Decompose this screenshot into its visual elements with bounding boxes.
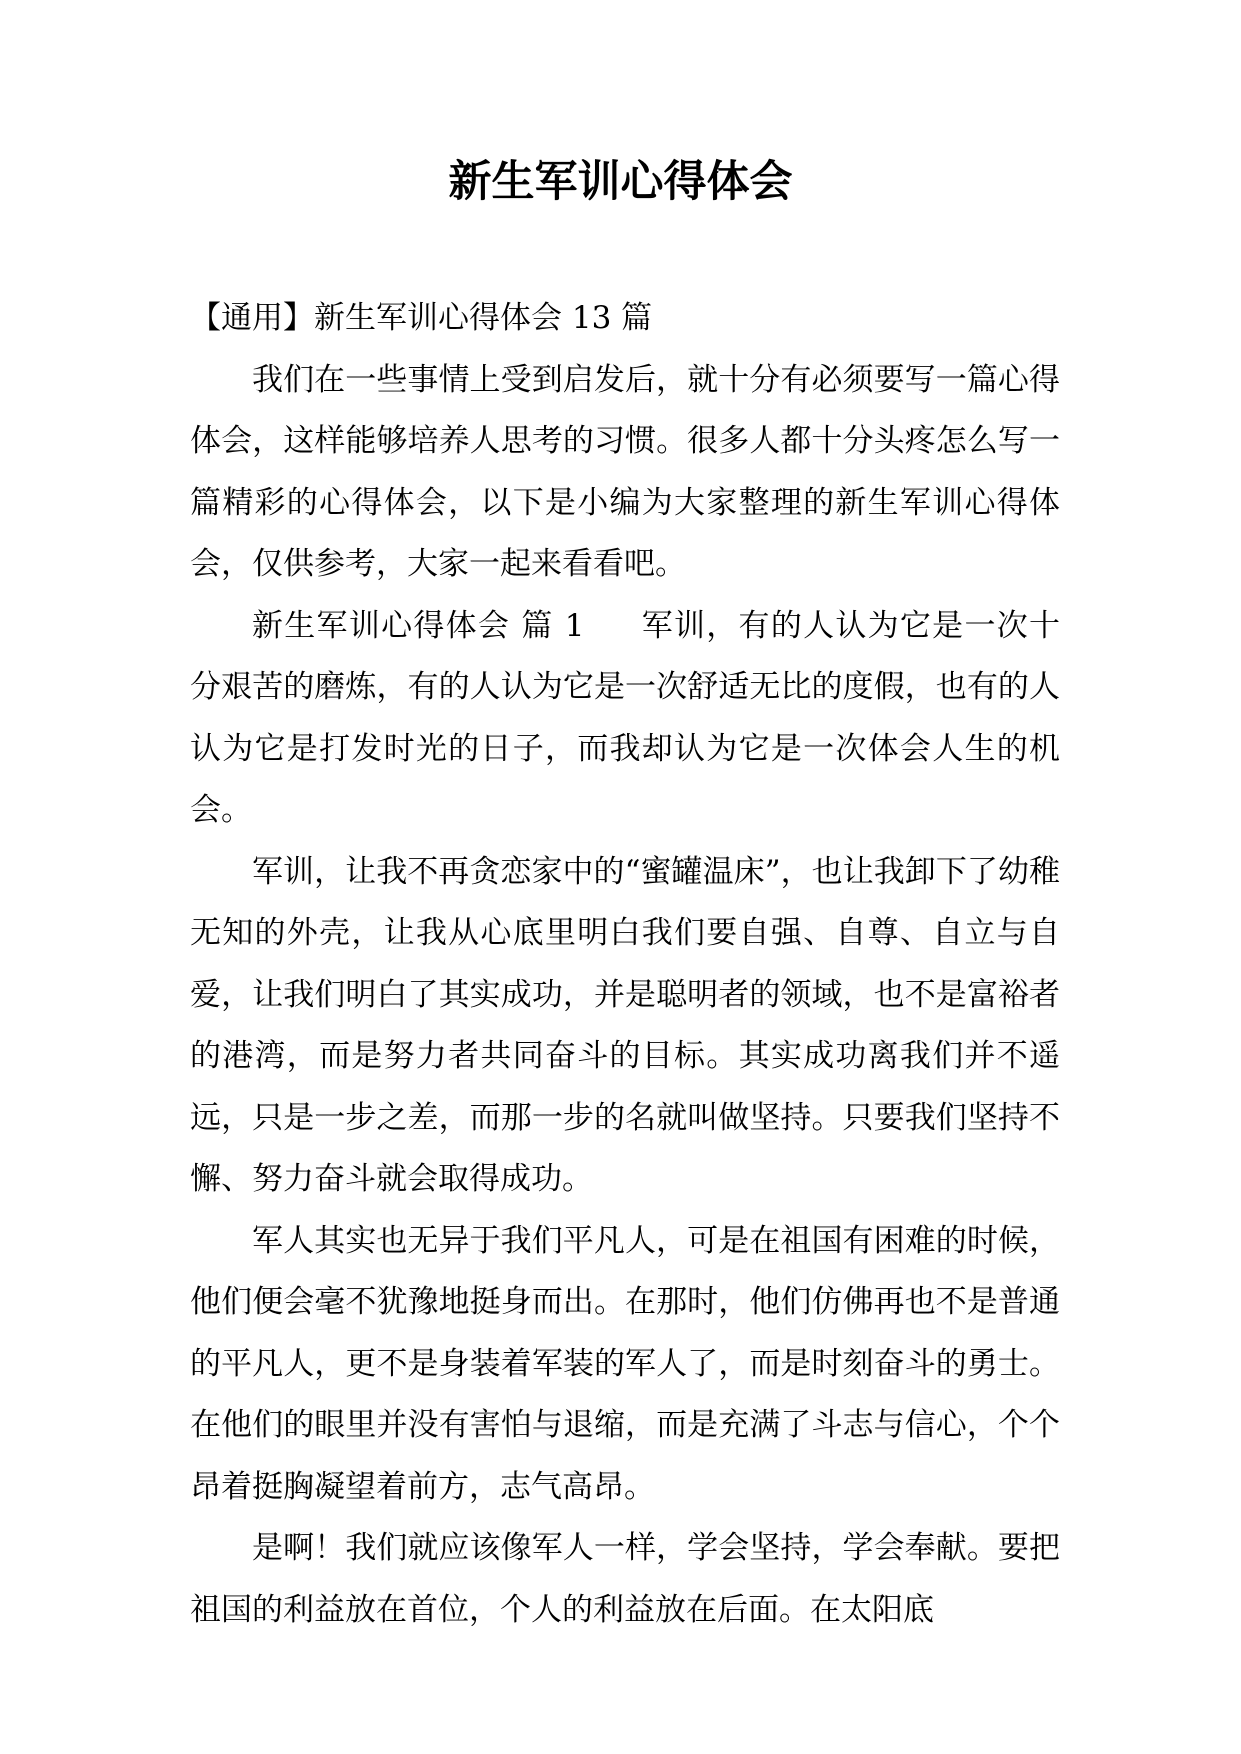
document-subtitle: 【通用】新生军训心得体会 13 篇: [190, 300, 653, 336]
document-body: [190, 288, 1060, 1641]
paragraph: 军人其实也无异于我们平凡人，可是在祖国有困难的时候，他们便会毫不犹豫地挺身而出。在那时，他们仿佛再也不是普通的平凡人，更不是身装着军装的军人了，而是时刻奋斗的勇士。在他们的眼里并没有害怕与退缩，而是充满了斗志与信心，个个昂着挺胸凝望着前方，志气高昂。: [190, 1222, 1060, 1505]
paragraph: 军训，让我不再贪恋家中的“蜜罐温床”，也让我卸下了幼稚无知的外壳，让我从心底里明白我们要自强、自尊、自立与自爱，让我们明白了其实成功，并是聪明者的领域，也不是富裕者的港湾，而是努力者共同奋斗的目标。其实成功离我们并不遥远，只是一步之差，而那一步的名就叫做坚持。只要我们坚持不懈、努力奋斗就会取得成功。: [190, 853, 1060, 1197]
paragraph: 我们在一些事情上受到启发后，就十分有必须要写一篇心得体会，这样能够培养人思考的习惯。很多人都十分头疼怎么写一篇精彩的心得体会，以下是小编为大家整理的新生军训心得体会，仅供参考，大家一起来看看吧。: [190, 361, 1060, 582]
document-title: 新生军训心得体会: [448, 157, 793, 207]
section-heading: 新生军训心得体会 篇 1: [252, 607, 585, 644]
paragraph: 是啊！我们就应该像军人一样，学会坚持，学会奉献。要把祖国的利益放在首位，个人的利益放在后面。在太阳底: [190, 1530, 1060, 1628]
paragraph-with-heading: [190, 596, 1060, 842]
section-text: 军训，有的人认为它是一次十分艰苦的磨炼，有的人认为它是一次舒适无比的度假，也有的人认为它是打发时光的日子，而我却认为它是一次体会人生的机会。: [190, 607, 1061, 828]
